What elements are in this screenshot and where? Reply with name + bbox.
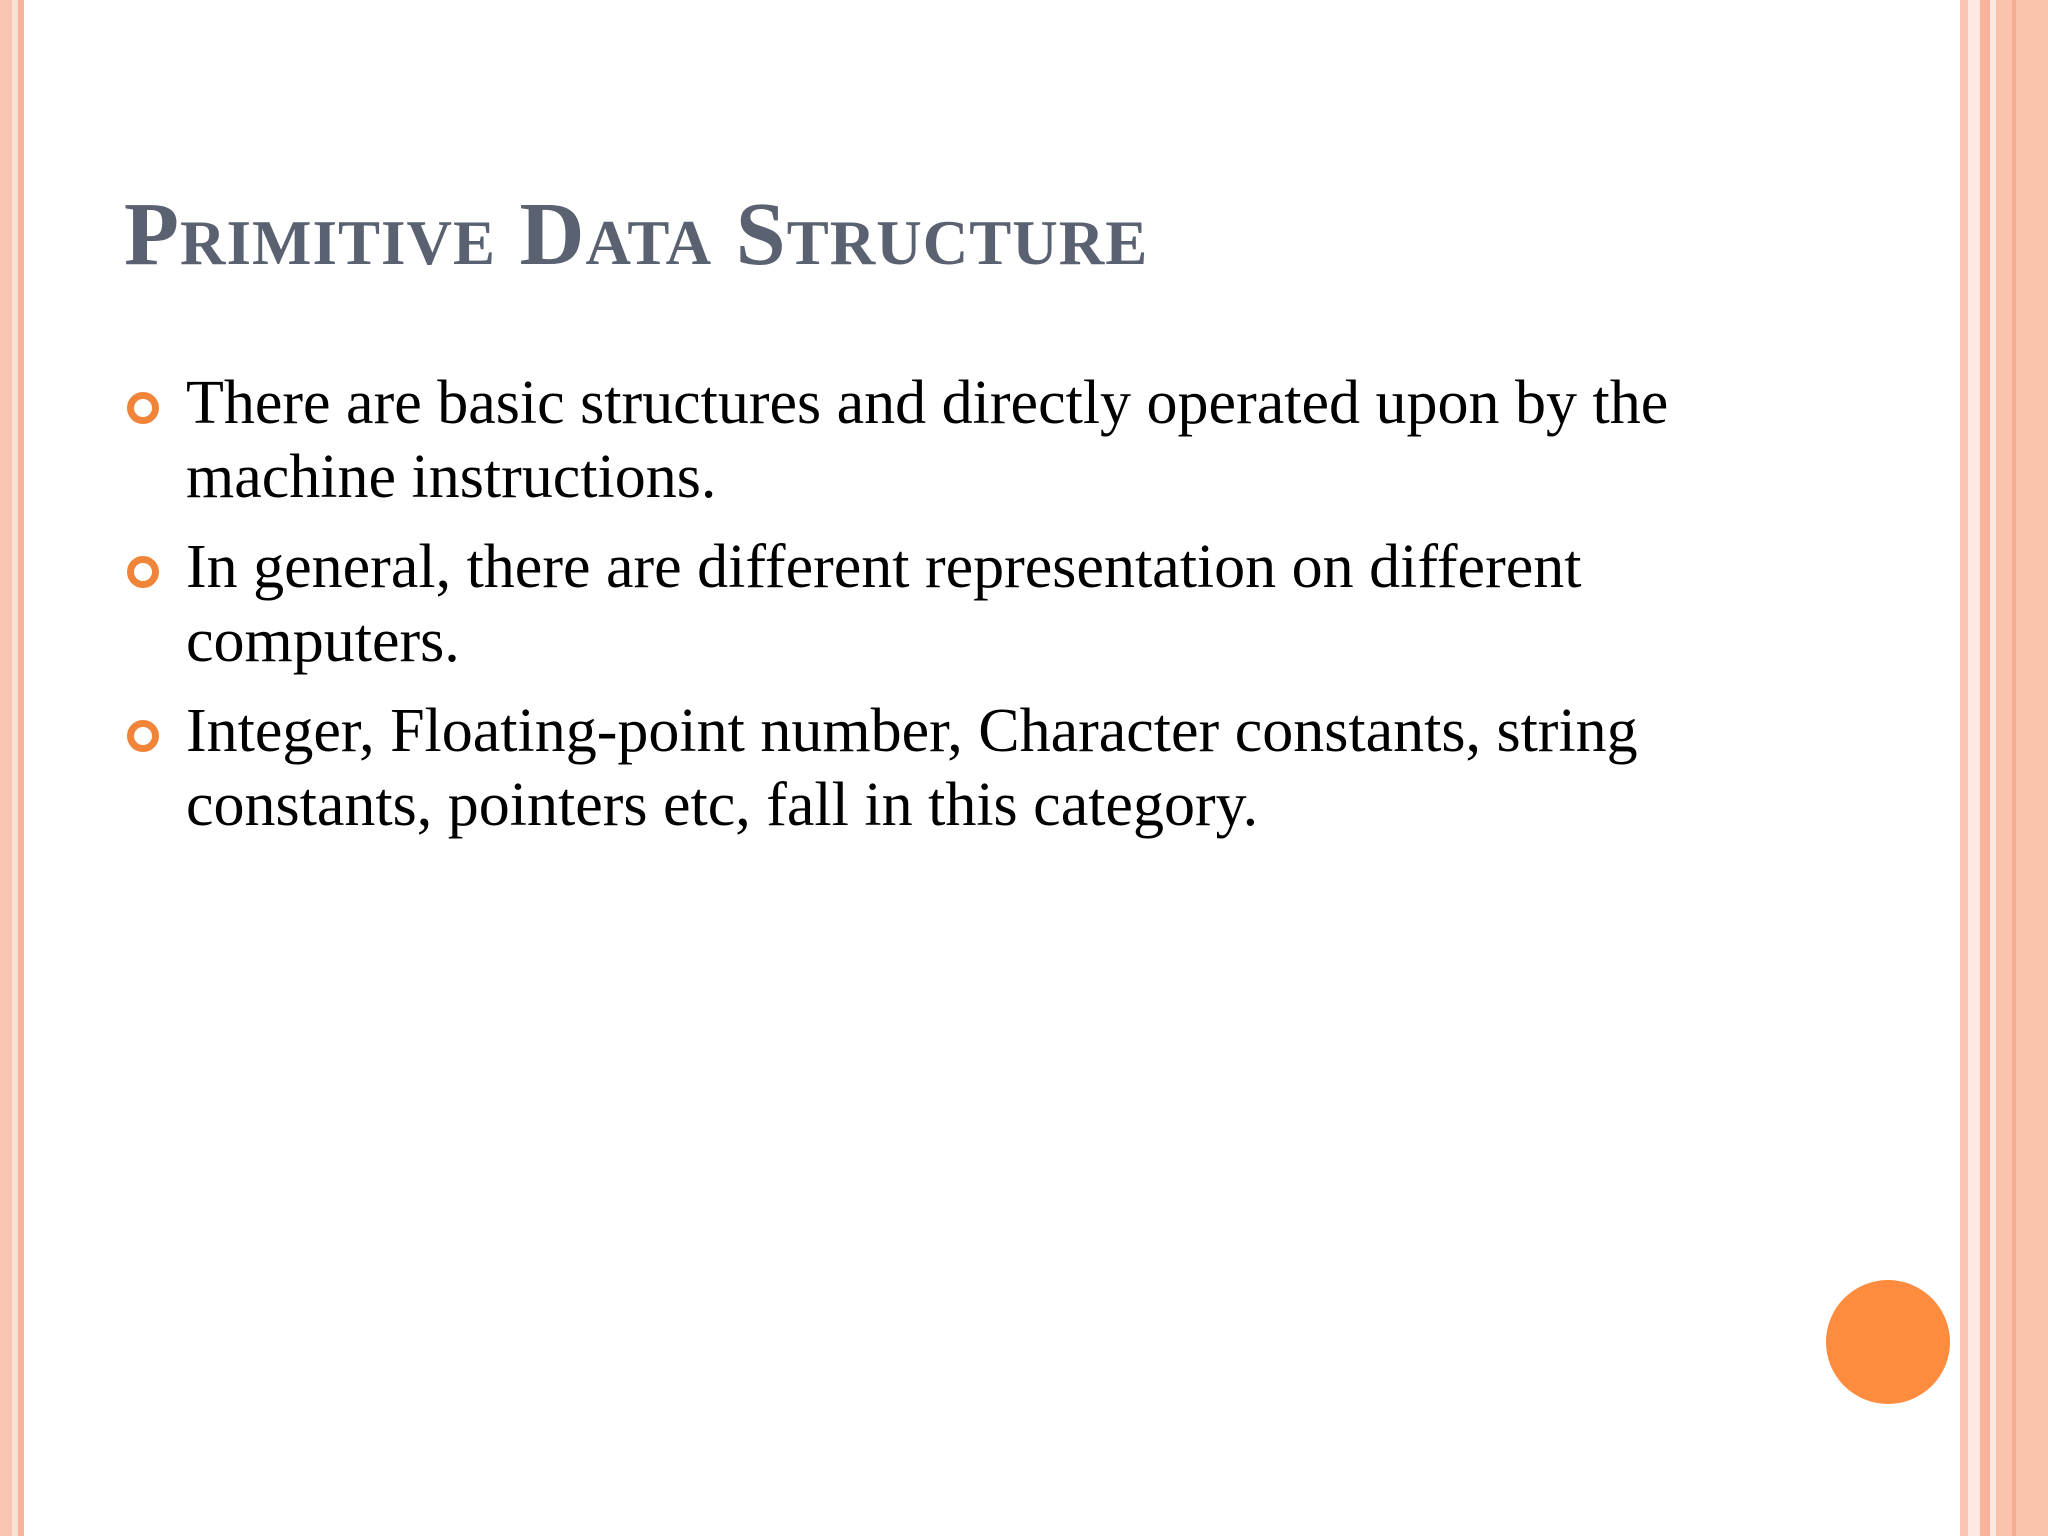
bullet-text: There are basic structures and directly operated upon by the machine instructions.: [186, 369, 1669, 511]
right-edge-stripe: [1980, 0, 1990, 1536]
bullet-item: [124, 694, 1764, 842]
bullet-item: [124, 530, 1764, 678]
bullet-text: In general, there are different representation on different computers.: [186, 533, 1582, 675]
bullet-circle-icon: [127, 392, 159, 424]
slide-title: Primitive Data Structure: [124, 185, 1149, 284]
bullet-circle-icon: [127, 556, 159, 588]
right-edge-stripe: [2012, 0, 2016, 1536]
right-edge-stripe: [1968, 0, 1980, 1536]
decorative-circle: [1826, 1280, 1950, 1404]
bullet-text: Integer, Floating-point number, Character constants, string constants, pointers etc, fall in this category.: [186, 697, 1638, 839]
left-edge-stripe: [0, 0, 12, 1536]
bullet-list: [124, 366, 1764, 858]
left-edge-stripe: [18, 0, 24, 1536]
right-edge-stripe: [1960, 0, 1968, 1536]
bullet-circle-icon: [127, 720, 159, 752]
right-edge-stripe: [1996, 0, 2048, 1536]
bullet-item: [124, 366, 1764, 514]
